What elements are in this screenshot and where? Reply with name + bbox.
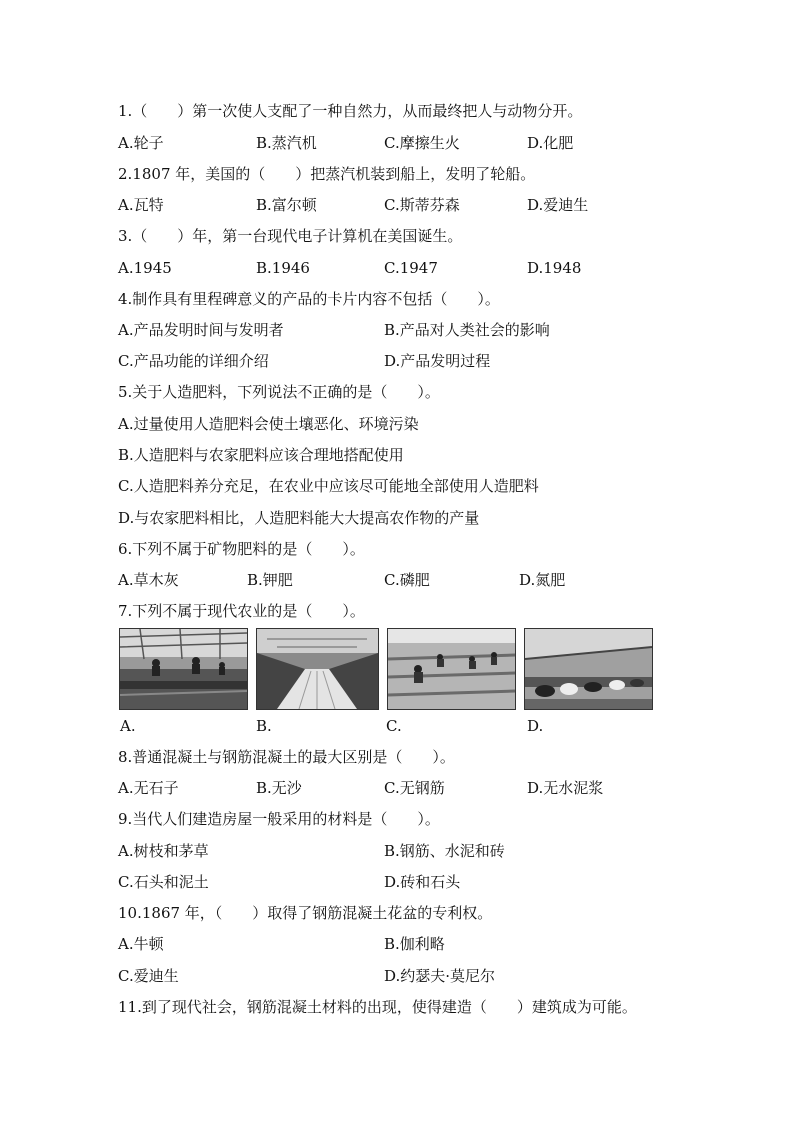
question-10-option-a[interactable]: A.牛顿 [118, 935, 164, 953]
question-3-stem: 3.（ ）年，第一台现代电子计算机在美国诞生。 [118, 227, 463, 245]
question-5-stem: 5.关于人造肥料，下列说法不正确的是（ ）。 [118, 383, 440, 401]
question-4-option-c[interactable]: C.产品功能的详细介绍 [118, 352, 269, 370]
question-2-stem: 2.1807 年，美国的（ ）把蒸汽机装到船上，发明了轮船。 [118, 165, 536, 183]
question-6-option-a[interactable]: A.草木灰 [118, 571, 179, 589]
photo-option-c-field-workers[interactable] [387, 628, 516, 710]
question-8-stem: 8.普通混凝土与钢筋混凝土的最大区别是（ ）。 [118, 748, 455, 766]
question-4-stem: 4.制作具有里程碑意义的产品的卡片内容不包括（ ）。 [118, 290, 500, 308]
question-5-option-b[interactable]: B.人造肥料与农家肥料应该合理地搭配使用 [118, 446, 404, 464]
question-4-option-d[interactable]: D.产品发明过程 [384, 352, 491, 370]
question-3-option-d[interactable]: D.1948 [527, 259, 582, 277]
question-9-stem: 9.当代人们建造房屋一般采用的材料是（ ）。 [118, 810, 440, 828]
question-11-stem: 11.到了现代社会，钢筋混凝土材料的出现，使得建造（ ）建筑成为可能。 [118, 998, 637, 1016]
question-10-option-d[interactable]: D.约瑟夫·莫尼尔 [384, 967, 496, 985]
question-8-option-b[interactable]: B.无沙 [256, 779, 302, 797]
question-9-option-a[interactable]: A.树枝和茅草 [118, 842, 209, 860]
question-1-option-b[interactable]: B.蒸汽机 [256, 134, 317, 152]
question-3-option-a[interactable]: A.1945 [118, 259, 172, 277]
question-2-option-d[interactable]: D.爱迪生 [527, 196, 589, 214]
question-7-option-b[interactable]: B. [256, 717, 272, 735]
question-8-option-c[interactable]: C.无钢筋 [384, 779, 445, 797]
question-7-stem: 7.下列不属于现代农业的是（ ）。 [118, 602, 365, 620]
question-7-option-a[interactable]: A. [120, 717, 136, 735]
question-8-option-a[interactable]: A.无石子 [118, 779, 179, 797]
photo-option-d-livestock-barn[interactable] [524, 628, 653, 710]
question-3-option-c[interactable]: C.1947 [384, 259, 438, 277]
question-6-stem: 6.下列不属于矿物肥料的是（ ）。 [118, 540, 365, 558]
question-9-option-d[interactable]: D.砖和石头 [384, 873, 461, 891]
question-6-option-c[interactable]: C.磷肥 [384, 571, 430, 589]
question-5-option-a[interactable]: A.过量使用人造肥料会使土壤恶化、环境污染 [118, 415, 419, 433]
question-10-option-c[interactable]: C.爱迪生 [118, 967, 179, 985]
question-3-option-b[interactable]: B.1946 [256, 259, 310, 277]
question-7-option-c[interactable]: C. [386, 717, 402, 735]
question-5-option-d[interactable]: D.与农家肥料相比，人造肥料能大大提高农作物的产量 [118, 509, 480, 527]
question-4-option-a[interactable]: A.产品发明时间与发明者 [118, 321, 284, 339]
question-1-option-d[interactable]: D.化肥 [527, 134, 574, 152]
question-2-option-c[interactable]: C.斯蒂芬森 [384, 196, 460, 214]
question-10-option-b[interactable]: B.伽利略 [384, 935, 445, 953]
question-4-option-b[interactable]: B.产品对人类社会的影响 [384, 321, 550, 339]
question-8-option-d[interactable]: D.无水泥浆 [527, 779, 604, 797]
question-7-option-d[interactable]: D. [527, 717, 544, 735]
question-10-stem: 10.1867 年，（ ）取得了钢筋混凝土花盆的专利权。 [118, 904, 493, 922]
question-5-option-c[interactable]: C.人造肥料养分充足，在农业中应该尽可能地全部使用人造肥料 [118, 477, 539, 495]
question-1-option-a[interactable]: A.轮子 [118, 134, 164, 152]
question-1-stem: 1.（ ）第一次使人支配了一种自然力，从而最终把人与动物分开。 [118, 102, 583, 120]
question-1-option-c[interactable]: C.摩擦生火 [384, 134, 460, 152]
photo-option-a-greenhouse[interactable] [119, 628, 248, 710]
photo-option-b-greenhouse-corridor[interactable] [256, 628, 379, 710]
question-6-option-d[interactable]: D.氮肥 [519, 571, 566, 589]
question-2-option-b[interactable]: B.富尔顿 [256, 196, 317, 214]
question-2-option-a[interactable]: A.瓦特 [118, 196, 164, 214]
question-9-option-c[interactable]: C.石头和泥土 [118, 873, 209, 891]
question-6-option-b[interactable]: B.钾肥 [247, 571, 293, 589]
question-9-option-b[interactable]: B.钢筋、水泥和砖 [384, 842, 505, 860]
